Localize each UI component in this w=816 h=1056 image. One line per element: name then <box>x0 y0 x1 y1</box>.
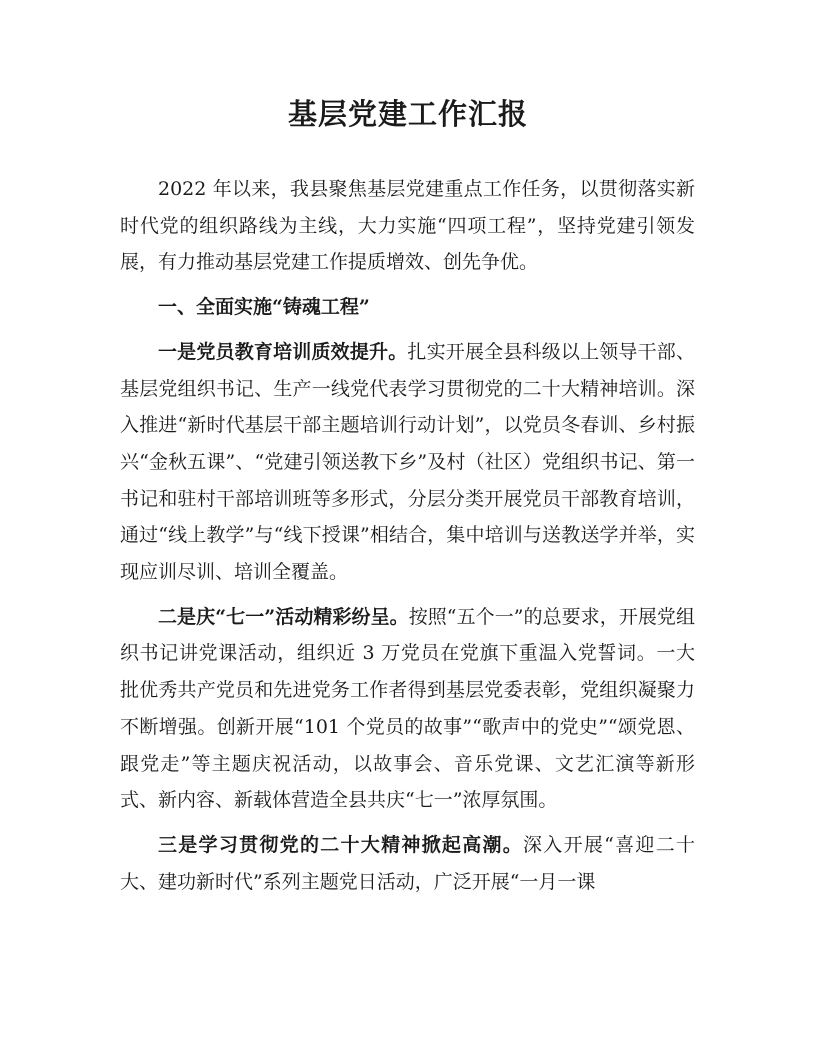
item-paragraph-1 <box>120 334 695 591</box>
item-lead-1: 一是党员教育培训质效提升。 <box>158 340 408 363</box>
item-paragraph-3 <box>120 827 695 900</box>
item-text-2: 按照“五个一”的总要求，开展党组织书记讲党课活动，组织近 3 万党员在党旗下重温入党誓词。一大批优秀共产党员和先进党务工作者得到基层党委表彰，党组织凝聚力不断增强。创新开展“101 个党员的故事”“歌声中的党史”“颂党恩、跟党走”等主题庆祝活动，以故事会、音乐党课、文艺汇演等新形式、新内容、新载体营造全县共庆“七一”浓厚氛围。 <box>120 605 695 812</box>
item-lead-2: 二是庆“七一”活动精彩纷呈。 <box>158 605 409 628</box>
item-paragraph-2 <box>120 599 695 819</box>
item-text-3: 深入开展“喜迎二十大、建功新时代”系列主题党日活动，广泛开展“一月一课 <box>120 833 695 893</box>
document-title: 基层党建工作汇报 <box>287 97 528 131</box>
document-body <box>120 171 695 900</box>
item-text-1: 扎实开展全县科级以上领导干部、基层党组织书记、生产一线党代表学习贯彻党的二十大精神培训。深入推进“新时代基层干部主题培训行动计划”，以党员冬春训、乡村振兴“金秋五课”、“党建引领送教下乡”及村（社区）党组织书记、第一书记和驻村干部培训班等多形式，分层分类开展党员干部教育培训，通过“线上教学”与“线下授课”相结合，集中培训与送教送学并举，实现应训尽训、培训全覆盖。 <box>120 340 695 584</box>
section-heading: 一、全面实施“铸魂工程” <box>158 296 370 319</box>
item-lead-3: 三是学习贯彻党的二十大精神掀起高潮。 <box>158 833 524 856</box>
intro-paragraph: 2022 年以来，我县聚焦基层党建重点工作任务，以贯彻落实新时代党的组织路线为主线，大力实施“四项工程”，坚持党建引领发展，有力推动基层党建工作提质增效、创先争优。 <box>120 178 695 274</box>
